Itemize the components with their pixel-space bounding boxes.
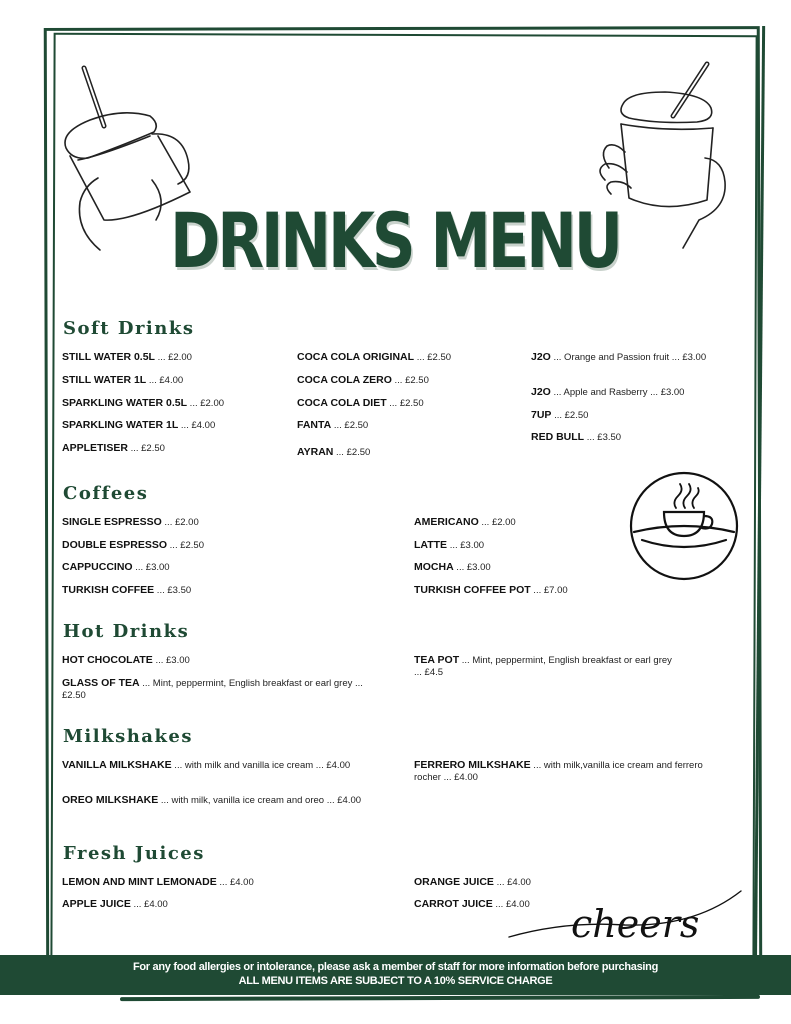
item-price: ... £2.00 <box>187 398 225 409</box>
item-price: ... £7.00 <box>530 585 568 596</box>
item-price: ... £3.00 <box>447 540 485 551</box>
item-price: ... £2.50 <box>333 447 371 458</box>
cheers-script-icon <box>505 885 745 955</box>
item-description: ... Mint, peppermint, English breakfast or earl grey ... £4.5 <box>414 655 672 678</box>
item-description: ... Mint, peppermint, English breakfast or earl grey ... £2.50 <box>62 678 363 701</box>
item-price: ... £3.50 <box>154 585 192 596</box>
menu-item <box>62 794 362 807</box>
section-title-soft-drinks: Soft Drinks <box>63 318 195 339</box>
item-name: OREO MILKSHAKE <box>62 794 159 806</box>
menu-item <box>62 397 282 410</box>
item-description: ... with milk and vanilla ice cream ... £4.00 <box>171 760 351 771</box>
item-price: ... £3.50 <box>584 432 622 443</box>
item-price: ... £3.00 <box>132 562 170 573</box>
item-name: FANTA <box>297 419 332 431</box>
item-price: ... £4.00 <box>493 877 531 888</box>
item-name: TEA POT <box>414 654 460 666</box>
item-description: ... with milk, vanilla ice cream and oreo ... £4.00 <box>158 795 362 806</box>
footer-allergy-notice: For any food allergies or intolerance, please ask a member of staff for more information before purchasing <box>132 961 659 973</box>
item-name: AYRAN <box>297 446 334 458</box>
item-name: GLASS OF TEA <box>62 677 140 689</box>
item-name: J2O <box>531 351 551 363</box>
menu-item <box>62 561 382 574</box>
menu-item <box>62 759 362 772</box>
item-name: AMERICANO <box>414 516 479 528</box>
item-price: ... £3.00 <box>453 562 491 573</box>
menu-item <box>62 374 282 387</box>
item-name: SPARKLING WATER 0.5L <box>62 397 188 409</box>
item-price: ... £2.00 <box>161 517 199 528</box>
menu-item <box>297 397 517 410</box>
item-name: LATTE <box>414 539 448 551</box>
item-name: HOT CHOCOLATE <box>62 654 153 666</box>
item-name: CAPPUCCINO <box>62 561 133 573</box>
section-title-coffees: Coffees <box>63 483 149 504</box>
item-name: COCA COLA ORIGINAL <box>297 351 415 363</box>
page-title: DRINKS MENU <box>170 196 620 285</box>
item-price: ... £3.00 <box>152 655 190 666</box>
item-price: ... £2.50 <box>127 443 165 454</box>
footer-underline <box>120 995 760 1001</box>
menu-item <box>531 386 721 399</box>
footer-service-charge: ALL MENU ITEMS ARE SUBJECT TO A 10% SERVICE CHARGE <box>238 975 553 987</box>
menu-item <box>414 584 664 597</box>
item-price: ... £2.50 <box>551 410 589 421</box>
item-name: LEMON AND MINT LEMONADE <box>62 876 217 888</box>
menu-item <box>531 409 721 422</box>
item-name: CARROT JUICE <box>414 898 493 910</box>
item-name: STILL WATER 0.5L <box>62 351 155 363</box>
item-price: ... £2.00 <box>478 517 516 528</box>
cheers-text: cheers <box>571 902 700 946</box>
menu-item <box>62 898 382 911</box>
item-description: ... with milk,vanilla ice cream and ferrero rocher ... £4.00 <box>414 760 703 783</box>
menu-item <box>62 539 382 552</box>
item-price: ... £2.50 <box>391 375 429 386</box>
section-title-milkshakes: Milkshakes <box>63 726 194 747</box>
item-name: SPARKLING WATER 1L <box>62 419 179 431</box>
item-price: ... £2.50 <box>331 420 369 431</box>
menu-item <box>62 419 282 432</box>
item-name: VANILLA MILKSHAKE <box>62 759 172 771</box>
item-name: COCA COLA ZERO <box>297 374 392 386</box>
item-name: TURKISH COFFEE <box>62 584 155 596</box>
item-price: ... £4.00 <box>178 420 216 431</box>
menu-item <box>297 351 517 364</box>
menu-item <box>62 677 364 702</box>
item-price: ... £2.50 <box>386 398 424 409</box>
menu-item <box>62 516 382 529</box>
item-name: APPLE JUICE <box>62 898 131 910</box>
item-price: ... £4.00 <box>130 899 168 910</box>
menu-item <box>297 419 517 432</box>
item-description: ... Orange and Passion fruit ... £3.00 <box>550 352 707 363</box>
item-name: SINGLE ESPRESSO <box>62 516 162 528</box>
footer-banner <box>0 955 791 995</box>
item-name: MOCHA <box>414 561 454 573</box>
menu-item <box>62 351 282 364</box>
item-price: ... £4.00 <box>216 877 254 888</box>
item-name: FERRERO MILKSHAKE <box>414 759 531 771</box>
menu-item <box>62 584 382 597</box>
item-description: ... Apple and Rasberry ... £3.00 <box>550 387 685 398</box>
menu-item <box>297 446 517 459</box>
item-name: APPLETISER <box>62 442 128 454</box>
item-name: ORANGE JUICE <box>414 876 494 888</box>
menu-item <box>62 442 282 455</box>
item-name: STILL WATER 1L <box>62 374 147 386</box>
menu-item <box>414 539 624 552</box>
menu-item <box>414 516 624 529</box>
item-price: ... £2.50 <box>167 540 205 551</box>
item-name: TURKISH COFFEE POT <box>414 584 531 596</box>
item-name: COCA COLA DIET <box>297 397 387 409</box>
item-name: 7UP <box>531 409 552 421</box>
menu-item <box>414 561 624 574</box>
menu-item <box>531 351 709 364</box>
item-price: ... £2.00 <box>154 352 192 363</box>
menu-item <box>531 431 721 444</box>
item-price: ... £4.00 <box>492 899 530 910</box>
section-title-fresh-juices: Fresh Juices <box>63 843 205 864</box>
menu-item <box>62 876 382 889</box>
menu-item <box>297 374 517 387</box>
section-title-hot-drinks: Hot Drinks <box>63 621 190 642</box>
item-name: DOUBLE ESPRESSO <box>62 539 168 551</box>
item-price: ... £4.00 <box>146 375 184 386</box>
coffee-cup-icon <box>628 470 740 582</box>
menu-item <box>414 654 682 679</box>
menu-item <box>62 654 362 667</box>
menu-item <box>414 759 714 784</box>
item-name: J2O <box>531 386 551 398</box>
item-price: ... £2.50 <box>414 352 452 363</box>
item-name: RED BULL <box>531 431 585 443</box>
